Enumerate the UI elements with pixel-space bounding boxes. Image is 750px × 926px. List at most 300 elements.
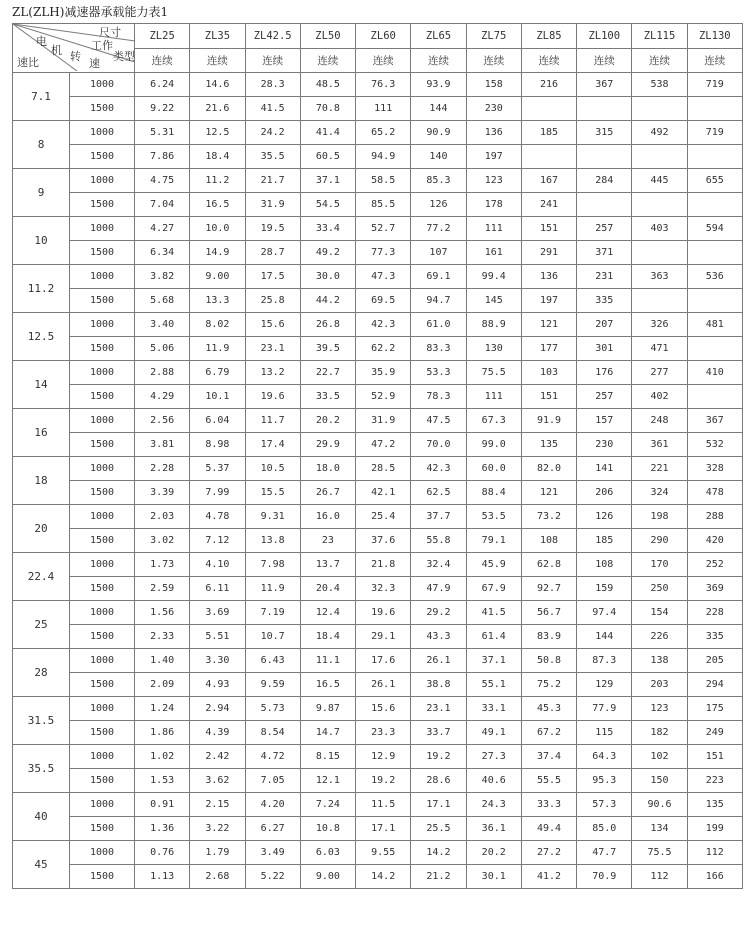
capacity-value-cell: 4.39 — [190, 721, 245, 745]
corner-work-label-1: 工作 — [91, 39, 113, 52]
capacity-value-cell: 50.8 — [521, 649, 576, 673]
capacity-value-cell: 4.93 — [190, 673, 245, 697]
capacity-value-cell: 27.3 — [466, 745, 521, 769]
motor-speed-cell: 1500 — [70, 145, 135, 169]
capacity-value-cell: 11.9 — [190, 337, 245, 361]
capacity-value-cell: 203 — [632, 673, 687, 697]
work-type-header: 连续 — [190, 49, 245, 73]
capacity-value-cell: 18.4 — [300, 625, 355, 649]
capacity-value-cell: 58.5 — [356, 169, 411, 193]
ratio-cell: 35.5 — [13, 745, 70, 793]
capacity-value-cell — [687, 97, 742, 121]
capacity-value-cell — [632, 193, 687, 217]
ratio-cell: 16 — [13, 409, 70, 457]
capacity-value-cell: 1.40 — [135, 649, 190, 673]
capacity-value-cell: 37.1 — [300, 169, 355, 193]
capacity-value-cell: 290 — [632, 529, 687, 553]
capacity-value-cell: 2.03 — [135, 505, 190, 529]
capacity-value-cell: 85.3 — [411, 169, 466, 193]
capacity-value-cell: 6.43 — [245, 649, 300, 673]
motor-speed-cell: 1000 — [70, 409, 135, 433]
capacity-value-cell: 198 — [632, 505, 687, 529]
capacity-value-cell: 108 — [521, 529, 576, 553]
page-title: ZL(ZLH)减速器承载能力表1 — [12, 5, 169, 19]
capacity-value-cell: 136 — [521, 265, 576, 289]
capacity-value-cell: 57.3 — [577, 793, 632, 817]
capacity-value-cell: 185 — [521, 121, 576, 145]
capacity-value-cell: 8.02 — [190, 313, 245, 337]
capacity-value-cell: 112 — [632, 865, 687, 889]
capacity-value-cell: 166 — [687, 865, 742, 889]
capacity-value-cell: 37.7 — [411, 505, 466, 529]
capacity-value-cell: 3.30 — [190, 649, 245, 673]
capacity-value-cell: 121 — [521, 481, 576, 505]
capacity-value-cell: 249 — [687, 721, 742, 745]
capacity-value-cell: 115 — [577, 721, 632, 745]
work-type-header: 连续 — [356, 49, 411, 73]
table-row — [13, 841, 743, 865]
capacity-value-cell: 1.36 — [135, 817, 190, 841]
capacity-value-cell: 10.8 — [300, 817, 355, 841]
work-type-header: 连续 — [135, 49, 190, 73]
capacity-value-cell: 33.3 — [521, 793, 576, 817]
capacity-value-cell: 3.39 — [135, 481, 190, 505]
table-row — [13, 529, 743, 553]
capacity-value-cell: 288 — [687, 505, 742, 529]
capacity-value-cell: 16.5 — [300, 673, 355, 697]
table-row — [13, 265, 743, 289]
capacity-value-cell: 154 — [632, 601, 687, 625]
capacity-value-cell: 29.2 — [411, 601, 466, 625]
capacity-value-cell: 2.28 — [135, 457, 190, 481]
capacity-value-cell: 250 — [632, 577, 687, 601]
table-row — [13, 433, 743, 457]
work-type-header: 连续 — [521, 49, 576, 73]
table-row — [13, 289, 743, 313]
capacity-value-cell: 82.0 — [521, 457, 576, 481]
capacity-value-cell: 35.9 — [356, 361, 411, 385]
size-header-zl100: ZL100 — [577, 24, 632, 49]
capacity-value-cell: 26.1 — [356, 673, 411, 697]
capacity-value-cell: 1.24 — [135, 697, 190, 721]
capacity-value-cell: 151 — [521, 385, 576, 409]
capacity-value-cell: 257 — [577, 217, 632, 241]
capacity-value-cell: 157 — [577, 409, 632, 433]
capacity-value-cell: 62.2 — [356, 337, 411, 361]
capacity-value-cell: 14.2 — [411, 841, 466, 865]
table-row — [13, 457, 743, 481]
corner-size-label: 尺寸 — [99, 26, 121, 39]
capacity-value-cell: 73.2 — [521, 505, 576, 529]
capacity-value-cell: 4.10 — [190, 553, 245, 577]
ratio-cell: 22.4 — [13, 553, 70, 601]
capacity-value-cell: 61.4 — [466, 625, 521, 649]
capacity-value-cell — [687, 337, 742, 361]
capacity-value-cell: 13.3 — [190, 289, 245, 313]
motor-speed-cell: 1000 — [70, 457, 135, 481]
ratio-cell: 31.5 — [13, 697, 70, 745]
capacity-value-cell: 107 — [411, 241, 466, 265]
capacity-value-cell: 111 — [356, 97, 411, 121]
table-row — [13, 745, 743, 769]
capacity-value-cell: 15.6 — [245, 313, 300, 337]
capacity-value-cell: 55.8 — [411, 529, 466, 553]
motor-speed-cell: 1000 — [70, 793, 135, 817]
capacity-value-cell: 15.6 — [356, 697, 411, 721]
capacity-value-cell: 248 — [632, 409, 687, 433]
capacity-value-cell: 135 — [687, 793, 742, 817]
capacity-value-cell: 369 — [687, 577, 742, 601]
capacity-value-cell: 28.3 — [245, 73, 300, 97]
capacity-value-cell: 60.0 — [466, 457, 521, 481]
capacity-value-cell: 3.02 — [135, 529, 190, 553]
capacity-value-cell: 69.5 — [356, 289, 411, 313]
table-row — [13, 793, 743, 817]
table-row — [13, 601, 743, 625]
capacity-value-cell: 83.3 — [411, 337, 466, 361]
capacity-value-cell: 3.49 — [245, 841, 300, 865]
size-header-zl25: ZL25 — [135, 24, 190, 49]
capacity-value-cell: 18.4 — [190, 145, 245, 169]
table-row — [13, 817, 743, 841]
capacity-value-cell: 47.9 — [411, 577, 466, 601]
capacity-value-cell: 284 — [577, 169, 632, 193]
motor-speed-cell: 1500 — [70, 97, 135, 121]
table-row — [13, 169, 743, 193]
table-row — [13, 553, 743, 577]
capacity-value-cell: 150 — [632, 769, 687, 793]
capacity-value-cell: 41.5 — [245, 97, 300, 121]
capacity-value-cell: 32.4 — [411, 553, 466, 577]
capacity-value-cell: 492 — [632, 121, 687, 145]
capacity-value-cell: 655 — [687, 169, 742, 193]
capacity-value-cell: 28.6 — [411, 769, 466, 793]
ratio-cell: 11.2 — [13, 265, 70, 313]
capacity-value-cell: 70.9 — [577, 865, 632, 889]
work-type-header: 连续 — [300, 49, 355, 73]
capacity-value-cell: 719 — [687, 73, 742, 97]
capacity-value-cell: 221 — [632, 457, 687, 481]
capacity-value-cell: 4.75 — [135, 169, 190, 193]
capacity-value-cell: 14.9 — [190, 241, 245, 265]
capacity-value-cell: 17.1 — [356, 817, 411, 841]
capacity-value-cell: 31.9 — [245, 193, 300, 217]
motor-speed-cell: 1000 — [70, 697, 135, 721]
capacity-value-cell: 0.76 — [135, 841, 190, 865]
capacity-value-cell: 45.9 — [466, 553, 521, 577]
table-row — [13, 649, 743, 673]
capacity-value-cell: 49.2 — [300, 241, 355, 265]
ratio-cell: 7.1 — [13, 73, 70, 121]
header-corner-cell — [13, 24, 135, 73]
capacity-value-cell: 19.2 — [356, 769, 411, 793]
capacity-value-cell: 26.1 — [411, 649, 466, 673]
capacity-value-cell: 90.6 — [632, 793, 687, 817]
capacity-value-cell: 21.6 — [190, 97, 245, 121]
capacity-value-cell: 2.94 — [190, 697, 245, 721]
motor-speed-cell: 1000 — [70, 121, 135, 145]
capacity-value-cell: 129 — [577, 673, 632, 697]
capacity-value-cell: 8.98 — [190, 433, 245, 457]
capacity-value-cell: 361 — [632, 433, 687, 457]
capacity-value-cell: 2.09 — [135, 673, 190, 697]
motor-speed-cell: 1000 — [70, 601, 135, 625]
capacity-value-cell: 159 — [577, 577, 632, 601]
capacity-value-cell: 481 — [687, 313, 742, 337]
capacity-value-cell: 28.5 — [356, 457, 411, 481]
capacity-value-cell: 123 — [632, 697, 687, 721]
capacity-value-cell: 33.7 — [411, 721, 466, 745]
capacity-value-cell: 75.2 — [521, 673, 576, 697]
size-header-zl35: ZL35 — [190, 24, 245, 49]
capacity-value-cell: 410 — [687, 361, 742, 385]
capacity-value-cell: 26.8 — [300, 313, 355, 337]
capacity-value-cell: 53.5 — [466, 505, 521, 529]
capacity-value-cell: 23.1 — [245, 337, 300, 361]
capacity-value-cell: 7.05 — [245, 769, 300, 793]
capacity-value-cell: 326 — [632, 313, 687, 337]
capacity-value-cell: 538 — [632, 73, 687, 97]
capacity-value-cell: 41.2 — [521, 865, 576, 889]
size-header-zl42-5: ZL42.5 — [245, 24, 300, 49]
capacity-value-cell: 335 — [577, 289, 632, 313]
capacity-value-cell: 167 — [521, 169, 576, 193]
capacity-value-cell: 12.1 — [300, 769, 355, 793]
capacity-value-cell: 55.1 — [466, 673, 521, 697]
motor-speed-cell: 1500 — [70, 481, 135, 505]
capacity-value-cell: 719 — [687, 121, 742, 145]
capacity-value-cell: 420 — [687, 529, 742, 553]
capacity-value-cell: 13.2 — [245, 361, 300, 385]
capacity-value-cell: 371 — [577, 241, 632, 265]
capacity-value-cell: 445 — [632, 169, 687, 193]
capacity-value-cell: 8.15 — [300, 745, 355, 769]
ratio-cell: 28 — [13, 649, 70, 697]
capacity-value-cell: 11.5 — [356, 793, 411, 817]
capacity-value-cell: 10.1 — [190, 385, 245, 409]
capacity-value-cell: 11.1 — [300, 649, 355, 673]
capacity-value-cell: 223 — [687, 769, 742, 793]
capacity-value-cell: 112 — [687, 841, 742, 865]
capacity-value-cell: 27.2 — [521, 841, 576, 865]
motor-speed-cell: 1500 — [70, 625, 135, 649]
capacity-value-cell: 92.7 — [521, 577, 576, 601]
capacity-value-cell: 158 — [466, 73, 521, 97]
capacity-value-cell: 2.15 — [190, 793, 245, 817]
work-type-header: 连续 — [632, 49, 687, 73]
capacity-value-cell: 102 — [632, 745, 687, 769]
capacity-value-cell: 39.5 — [300, 337, 355, 361]
table-row — [13, 313, 743, 337]
capacity-value-cell: 9.31 — [245, 505, 300, 529]
capacity-value-cell: 31.9 — [356, 409, 411, 433]
capacity-value-cell: 206 — [577, 481, 632, 505]
capacity-value-cell: 130 — [466, 337, 521, 361]
capacity-value-cell: 5.31 — [135, 121, 190, 145]
capacity-value-cell: 315 — [577, 121, 632, 145]
capacity-value-cell: 10.7 — [245, 625, 300, 649]
motor-speed-cell: 1500 — [70, 241, 135, 265]
ratio-cell: 14 — [13, 361, 70, 409]
capacity-value-cell — [687, 193, 742, 217]
capacity-value-cell: 26.7 — [300, 481, 355, 505]
capacity-value-cell: 1.86 — [135, 721, 190, 745]
capacity-value-cell: 2.59 — [135, 577, 190, 601]
capacity-value-cell: 3.22 — [190, 817, 245, 841]
capacity-value-cell: 1.79 — [190, 841, 245, 865]
capacity-value-cell: 53.3 — [411, 361, 466, 385]
table-row — [13, 337, 743, 361]
capacity-value-cell: 12.9 — [356, 745, 411, 769]
capacity-value-cell: 2.68 — [190, 865, 245, 889]
capacity-value-cell: 21.8 — [356, 553, 411, 577]
capacity-value-cell: 17.6 — [356, 649, 411, 673]
capacity-value-cell: 6.11 — [190, 577, 245, 601]
table-row — [13, 577, 743, 601]
capacity-value-cell: 207 — [577, 313, 632, 337]
capacity-value-cell: 6.24 — [135, 73, 190, 97]
capacity-value-cell: 1.56 — [135, 601, 190, 625]
ratio-cell: 8 — [13, 121, 70, 169]
capacity-value-cell: 25.5 — [411, 817, 466, 841]
size-header-zl115: ZL115 — [632, 24, 687, 49]
motor-speed-cell: 1500 — [70, 721, 135, 745]
table-row — [13, 241, 743, 265]
capacity-value-cell: 37.4 — [521, 745, 576, 769]
capacity-value-cell: 75.5 — [466, 361, 521, 385]
capacity-value-cell: 13.8 — [245, 529, 300, 553]
capacity-value-cell: 108 — [577, 553, 632, 577]
capacity-value-cell: 6.79 — [190, 361, 245, 385]
capacity-value-cell: 49.4 — [521, 817, 576, 841]
capacity-value-cell: 47.2 — [356, 433, 411, 457]
size-header-zl130: ZL130 — [687, 24, 742, 49]
capacity-value-cell: 6.27 — [245, 817, 300, 841]
table-row — [13, 721, 743, 745]
capacity-value-cell: 14.2 — [356, 865, 411, 889]
table-row — [13, 769, 743, 793]
capacity-value-cell: 88.4 — [466, 481, 521, 505]
capacity-value-cell: 17.5 — [245, 265, 300, 289]
capacity-value-cell: 2.42 — [190, 745, 245, 769]
corner-motor-label-3: 转 — [70, 50, 81, 63]
capacity-value-cell: 33.1 — [466, 697, 521, 721]
table-row — [13, 145, 743, 169]
table-row — [13, 865, 743, 889]
capacity-value-cell: 87.3 — [577, 649, 632, 673]
capacity-value-cell: 91.9 — [521, 409, 576, 433]
work-type-header: 连续 — [245, 49, 300, 73]
table-row — [13, 217, 743, 241]
capacity-value-cell: 4.20 — [245, 793, 300, 817]
capacity-value-cell: 9.22 — [135, 97, 190, 121]
capacity-value-cell: 97.4 — [577, 601, 632, 625]
size-header-zl85: ZL85 — [521, 24, 576, 49]
capacity-value-cell: 4.29 — [135, 385, 190, 409]
capacity-value-cell: 62.8 — [521, 553, 576, 577]
motor-speed-cell: 1000 — [70, 73, 135, 97]
capacity-value-cell: 19.5 — [245, 217, 300, 241]
capacity-value-cell: 43.3 — [411, 625, 466, 649]
table-row — [13, 361, 743, 385]
capacity-value-cell: 1.13 — [135, 865, 190, 889]
capacity-value-cell — [687, 385, 742, 409]
motor-speed-cell: 1000 — [70, 313, 135, 337]
capacity-value-cell: 7.99 — [190, 481, 245, 505]
capacity-value-cell: 8.54 — [245, 721, 300, 745]
capacity-value-cell — [632, 97, 687, 121]
capacity-value-cell: 24.2 — [245, 121, 300, 145]
capacity-value-cell — [521, 145, 576, 169]
capacity-value-cell: 52.7 — [356, 217, 411, 241]
capacity-value-cell: 19.6 — [356, 601, 411, 625]
size-header-zl60: ZL60 — [356, 24, 411, 49]
capacity-value-cell: 126 — [411, 193, 466, 217]
capacity-value-cell: 37.1 — [466, 649, 521, 673]
capacity-value-cell: 85.5 — [356, 193, 411, 217]
capacity-value-cell: 197 — [521, 289, 576, 313]
capacity-table — [12, 23, 743, 889]
capacity-value-cell: 67.3 — [466, 409, 521, 433]
capacity-value-cell: 177 — [521, 337, 576, 361]
capacity-value-cell: 17.1 — [411, 793, 466, 817]
capacity-value-cell: 205 — [687, 649, 742, 673]
capacity-value-cell: 182 — [632, 721, 687, 745]
capacity-value-cell: 61.0 — [411, 313, 466, 337]
capacity-value-cell: 38.8 — [411, 673, 466, 697]
capacity-value-cell: 151 — [687, 745, 742, 769]
capacity-value-cell: 20.2 — [300, 409, 355, 433]
capacity-value-cell: 70.0 — [411, 433, 466, 457]
capacity-value-cell: 231 — [577, 265, 632, 289]
capacity-value-cell: 1.53 — [135, 769, 190, 793]
capacity-value-cell: 3.69 — [190, 601, 245, 625]
capacity-value-cell: 44.2 — [300, 289, 355, 313]
capacity-value-cell: 14.6 — [190, 73, 245, 97]
capacity-value-cell: 1.02 — [135, 745, 190, 769]
capacity-value-cell: 335 — [687, 625, 742, 649]
capacity-value-cell: 49.1 — [466, 721, 521, 745]
corner-motor-label-4: 速 — [89, 57, 100, 70]
capacity-value-cell: 65.2 — [356, 121, 411, 145]
capacity-value-cell: 41.4 — [300, 121, 355, 145]
motor-speed-cell: 1500 — [70, 817, 135, 841]
capacity-value-cell: 95.3 — [577, 769, 632, 793]
capacity-value-cell: 76.3 — [356, 73, 411, 97]
motor-speed-cell: 1000 — [70, 649, 135, 673]
capacity-value-cell — [687, 145, 742, 169]
capacity-value-cell: 42.3 — [411, 457, 466, 481]
capacity-value-cell: 2.33 — [135, 625, 190, 649]
capacity-value-cell: 230 — [466, 97, 521, 121]
motor-speed-cell: 1500 — [70, 529, 135, 553]
capacity-value-cell — [521, 97, 576, 121]
capacity-value-cell: 25.8 — [245, 289, 300, 313]
capacity-value-cell: 23.3 — [356, 721, 411, 745]
capacity-value-cell — [577, 193, 632, 217]
capacity-value-cell — [632, 241, 687, 265]
capacity-value-cell: 216 — [521, 73, 576, 97]
capacity-value-cell: 4.72 — [245, 745, 300, 769]
ratio-cell: 9 — [13, 169, 70, 217]
motor-speed-cell: 1000 — [70, 217, 135, 241]
motor-speed-cell: 1500 — [70, 337, 135, 361]
capacity-value-cell: 23 — [300, 529, 355, 553]
capacity-value-cell: 5.37 — [190, 457, 245, 481]
capacity-value-cell: 16.0 — [300, 505, 355, 529]
capacity-value-cell: 197 — [466, 145, 521, 169]
capacity-value-cell: 47.3 — [356, 265, 411, 289]
